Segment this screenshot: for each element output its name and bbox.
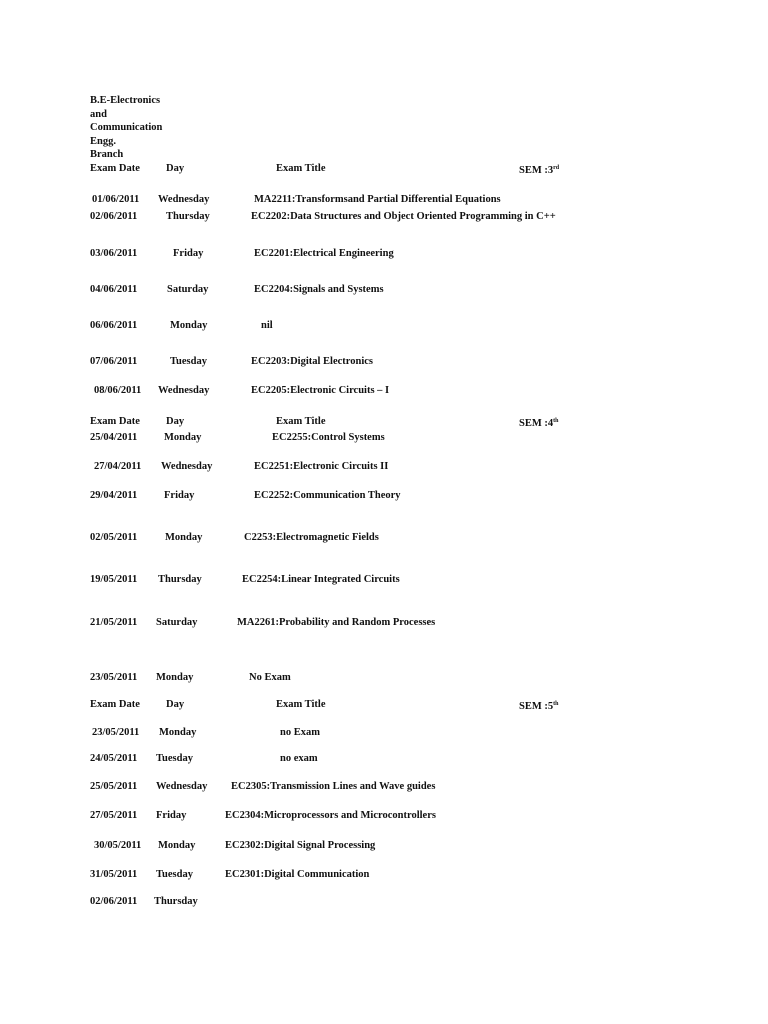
header-day: Day <box>166 699 185 710</box>
exam-title: EC2304:Microprocessors and Microcontrollers <box>225 810 436 821</box>
exam-date: 19/05/2011 <box>90 574 138 585</box>
exam-day: Monday <box>170 320 208 331</box>
exam-title: EC2302:Digital Signal Processing <box>225 840 376 851</box>
exam-title: EC2255:Control Systems <box>272 432 385 443</box>
exam-day: Friday <box>173 248 204 259</box>
exam-day: Thursday <box>154 896 198 907</box>
header-exam-title: Exam Title <box>276 699 326 710</box>
exam-date: 23/05/2011 <box>92 727 140 738</box>
exam-day: Saturday <box>167 284 209 295</box>
exam-day: Monday <box>158 840 196 851</box>
exam-title: EC2202:Data Structures and Object Oriented Programming in C++ <box>251 211 556 222</box>
semester-label: SEM :4th <box>519 418 559 429</box>
header-day: Day <box>166 416 185 427</box>
exam-title: EC2205:Electronic Circuits – I <box>251 385 390 396</box>
exam-day: Thursday <box>158 574 202 585</box>
exam-date: 25/04/2011 <box>90 432 138 443</box>
exam-day: Friday <box>156 810 187 821</box>
exam-date: 27/05/2011 <box>90 810 138 821</box>
exam-date: 21/05/2011 <box>90 617 138 628</box>
header-day: Day <box>166 163 185 174</box>
semester-label: SEM :5th <box>519 701 559 712</box>
branch-title <box>90 94 162 162</box>
exam-title: No Exam <box>249 672 291 683</box>
header-exam-title: Exam Title <box>276 163 326 174</box>
exam-date: 03/06/2011 <box>90 248 138 259</box>
exam-day: Wednesday <box>161 461 213 472</box>
exam-title: EC2301:Digital Communication <box>225 869 370 880</box>
exam-date: 02/05/2011 <box>90 532 138 543</box>
exam-title: no exam <box>280 753 318 764</box>
exam-date: 30/05/2011 <box>94 840 142 851</box>
exam-title: nil <box>261 320 273 331</box>
exam-date: 29/04/2011 <box>90 490 138 501</box>
exam-date: 24/05/2011 <box>90 753 138 764</box>
exam-title: MA2261:Probability and Random Processes <box>237 617 436 628</box>
exam-date: 27/04/2011 <box>94 461 142 472</box>
exam-day: Monday <box>164 432 202 443</box>
exam-date: 07/06/2011 <box>90 356 138 367</box>
exam-day: Tuesday <box>156 753 193 764</box>
exam-day: Monday <box>156 672 194 683</box>
exam-date: 31/05/2011 <box>90 869 138 880</box>
branch-title-line: B.E-Electronics <box>90 95 161 106</box>
exam-title: EC2254:Linear Integrated Circuits <box>242 574 400 585</box>
header-exam-date: Exam Date <box>90 699 140 710</box>
semester-label: SEM :3rd <box>519 165 560 176</box>
exam-date: 23/05/2011 <box>90 672 138 683</box>
exam-title: EC2204:Signals and Systems <box>254 284 384 295</box>
exam-day: Saturday <box>156 617 198 628</box>
exam-date: 06/06/2011 <box>90 320 138 331</box>
branch-title-line: Engg. <box>90 135 116 147</box>
exam-day: Wednesday <box>158 194 210 205</box>
exam-day: Monday <box>165 532 203 543</box>
branch-title-line: Communication <box>90 122 163 133</box>
header-exam-title: Exam Title <box>276 416 326 427</box>
exam-day: Thursday <box>166 211 210 222</box>
exam-title: EC2251:Electronic Circuits II <box>254 461 389 472</box>
exam-title: MA2211:Transformsand Partial Differential Equations <box>254 194 501 205</box>
exam-day: Tuesday <box>156 869 193 880</box>
exam-day: Wednesday <box>158 385 210 396</box>
exam-date: 02/06/2011 <box>90 211 138 222</box>
exam-day: Wednesday <box>156 781 208 792</box>
exam-date: 04/06/2011 <box>90 284 138 295</box>
exam-title: no Exam <box>280 727 320 738</box>
header-exam-date: Exam Date <box>90 163 140 174</box>
exam-title: EC2203:Digital Electronics <box>251 356 374 367</box>
branch-title-line: and <box>90 108 107 120</box>
exam-title: EC2201:Electrical Engineering <box>254 248 394 259</box>
exam-title: EC2252:Communication Theory <box>254 490 401 501</box>
exam-title: EC2305:Transmission Lines and Wave guides <box>231 781 436 792</box>
exam-date: 25/05/2011 <box>90 781 138 792</box>
exam-date: 01/06/2011 <box>92 194 140 205</box>
branch-title-line: Branch <box>90 149 124 160</box>
exam-date: 08/06/2011 <box>94 385 142 396</box>
exam-day: Tuesday <box>170 356 207 367</box>
exam-day: Monday <box>159 727 197 738</box>
exam-date: 02/06/2011 <box>90 896 138 907</box>
exam-title: C2253:Electromagnetic Fields <box>244 532 379 543</box>
exam-day: Friday <box>164 490 195 501</box>
header-exam-date: Exam Date <box>90 416 140 427</box>
